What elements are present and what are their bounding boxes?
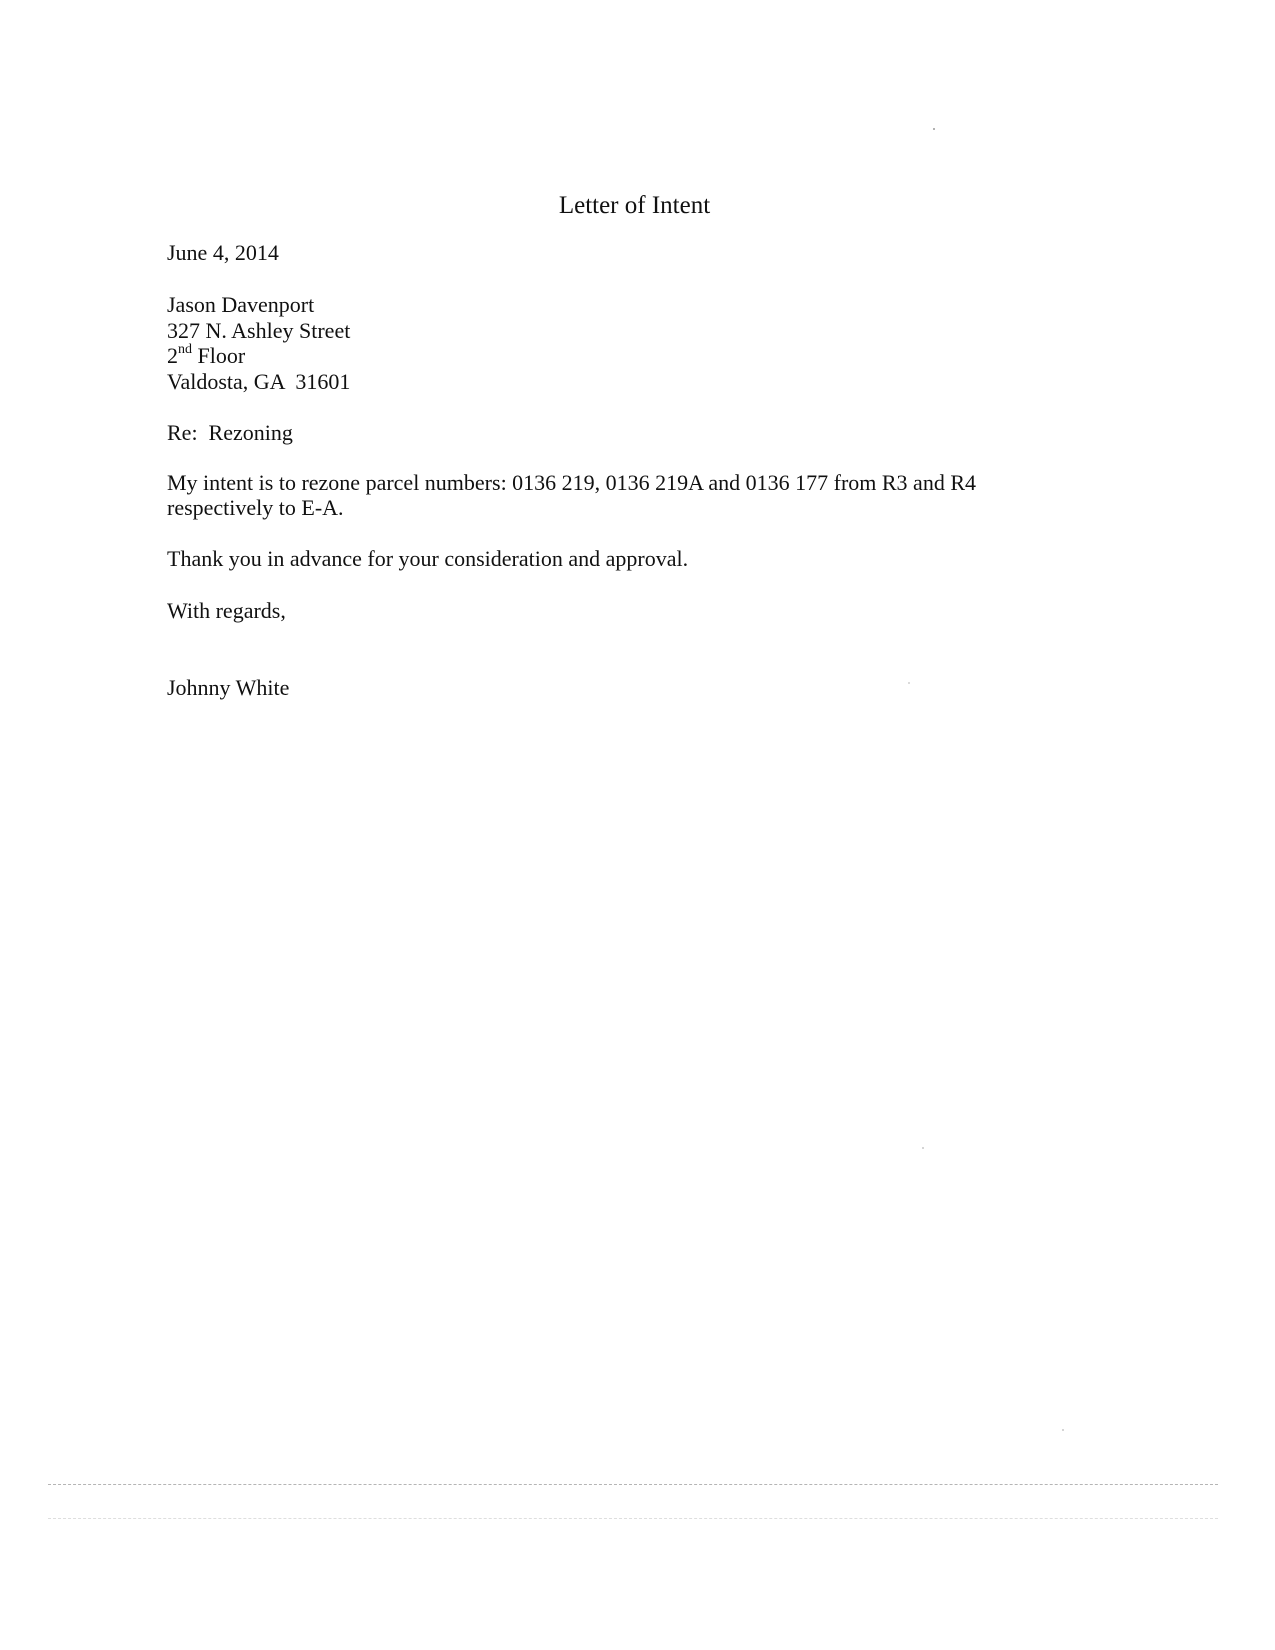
- floor-number: 2: [167, 343, 178, 368]
- closing-line: With regards,: [167, 598, 286, 623]
- letter-title: [0, 190, 1275, 222]
- scan-speck: [933, 128, 935, 130]
- intent-line-2: respectively to E-A.: [167, 495, 344, 520]
- scan-artifact-line: [48, 1484, 1218, 1485]
- recipient-street: 327 N. Ashley Street: [167, 318, 351, 343]
- intent-line-1: My intent is to rezone parcel numbers: 0136 219, 0136 219A and 0136 177 from R3 and R4: [167, 470, 976, 495]
- subject-line: Re: Rezoning: [167, 420, 293, 445]
- recipient-city-state-zip: Valdosta, GA 31601: [167, 369, 351, 394]
- signature-name: Johnny White: [167, 675, 290, 700]
- letter-title-text: Letter of Intent: [558, 192, 711, 219]
- floor-word: Floor: [192, 343, 246, 368]
- recipient-floor: [167, 343, 245, 369]
- scan-speck: [908, 682, 910, 684]
- thanks-paragraph: Thank you in advance for your consideration and approval.: [167, 546, 689, 571]
- scan-speck: [922, 1147, 924, 1149]
- recipient-name: Jason Davenport: [167, 292, 315, 317]
- scan-speck: [1062, 1429, 1064, 1431]
- scan-artifact-line-faint: [48, 1518, 1218, 1519]
- floor-ordinal-suffix: nd: [178, 341, 192, 357]
- letter-date: June 4, 2014: [167, 240, 279, 265]
